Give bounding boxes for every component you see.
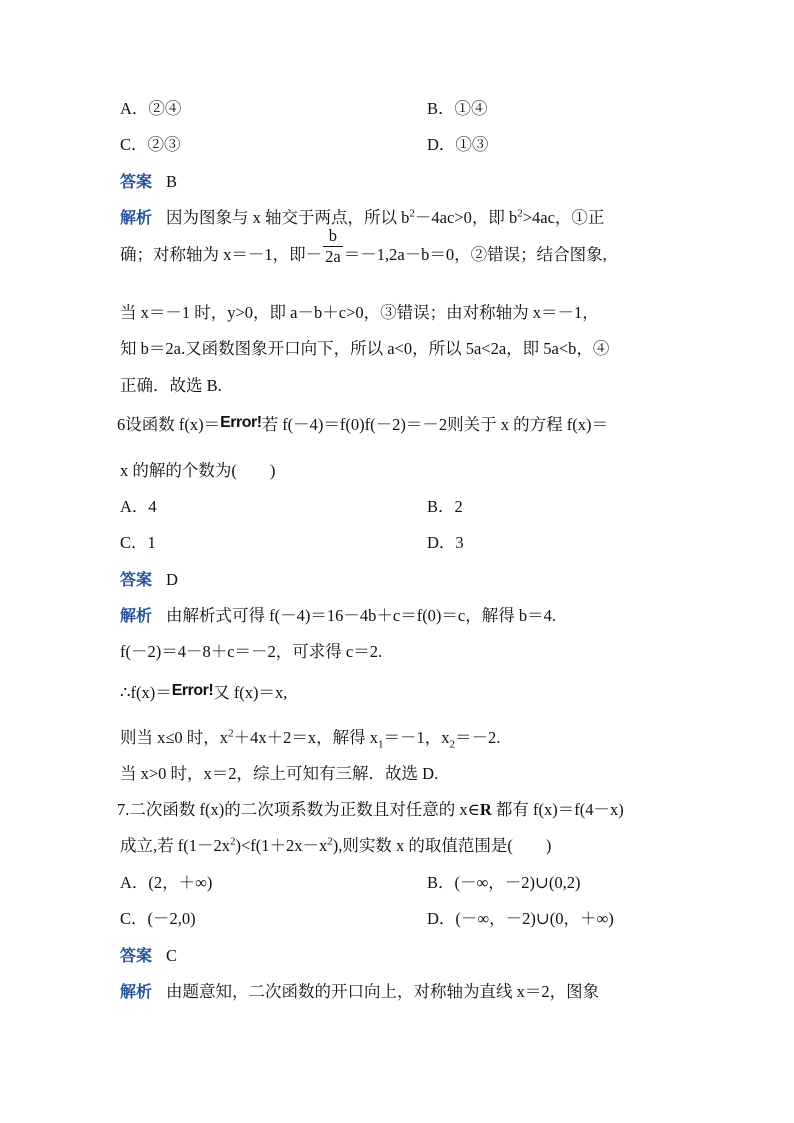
q7-stem-line-1 [117,799,624,821]
text: 由解析式可得 f(－4)＝16－4b＋c＝f(0)＝c，解得 b＝4. [166,606,557,625]
q5-analysis-line-5: 正确．故选 B. [120,376,222,395]
q5-analysis-line-2 [120,225,607,267]
q6-stem-line-2: x 的解的个数为( ) [120,461,276,480]
q7-analysis-line-1 [120,981,599,1003]
text: >4ac，①正 [522,208,605,227]
superscript: 2 [517,207,523,220]
q6-analysis-line-4 [120,727,500,749]
fraction-denominator: 2a [325,246,341,266]
answer-value: B [166,172,178,191]
analysis-label: 解析 [120,982,153,1001]
subscript: 2 [449,738,455,751]
text: 确；对称轴为 x＝－1，即－ [120,245,323,264]
text: ＝－2. [454,728,501,747]
q5-option-a: A．②④ [120,99,182,118]
q6-analysis-line-2: f(－2)＝4－8＋c＝－2，可求得 c＝2. [120,642,383,661]
answer-label: 答案 [120,946,153,965]
text: )<f(1＋2x－x [235,836,328,855]
analysis-label: 解析 [120,208,153,227]
text: ＋4x＋2＝x，解得 x [233,728,378,747]
text: 若 f(－4)＝f(0)f(－2)＝－2则关于 x 的方程 f(x)＝ [261,415,608,434]
q7-stem-line-2 [120,835,551,857]
q5-option-d: D．①③ [427,135,489,154]
q5-option-c: C．②③ [120,135,181,154]
superscript: 2 [409,207,415,220]
q7-answer [120,945,177,967]
text: －4ac>0，即 b [414,208,518,227]
q5-option-b: B．①④ [427,99,488,118]
superscript: 2 [230,835,236,848]
text: 6设函数 f(x)＝ [117,415,221,434]
q6-option-d: D．3 [427,533,464,552]
analysis-label: 解析 [120,606,153,625]
q5-analysis-line-4: 知 b＝2a.又函数图象开口向下，所以 a<0，所以 5a<2a，即 5a<b，④ [120,339,610,358]
q5-analysis-line-1 [120,207,604,229]
q6-option-c: C．1 [120,533,156,552]
q6-analysis-line-1 [120,605,556,627]
q6-option-a: A．4 [120,497,157,516]
q7-option-c: C．(－2,0) [120,909,196,928]
answer-label: 答案 [120,570,153,589]
answer-value: D [166,570,178,589]
q7-option-d: D．(－∞，－2)∪(0，＋∞) [427,909,614,928]
text: 由题意知，二次函数的开口向上，对称轴为直线 x＝2，图象 [166,982,600,1001]
superscript: 2 [228,727,234,740]
text: 则当 x≤0 时，x [120,728,229,747]
text: 因为图象与 x 轴交于两点，所以 b [166,208,410,227]
error-placeholder: Error! [171,682,214,699]
subscript: 1 [377,738,384,751]
fraction-numerator: b [323,226,343,247]
text: ＝－1,2a－b＝0，②错误；结合图象, [343,245,607,264]
fraction [323,226,343,267]
real-numbers-symbol: R [479,800,492,819]
answer-label: 答案 [120,172,153,191]
error-placeholder: Error! [220,414,262,431]
q7-option-a: A．(2，＋∞) [120,873,213,892]
text: 都有 f(x)＝f(4－x) [491,800,624,819]
text: ),则实数 x 的取值范围是( ) [332,836,552,855]
text: ＝－1，x [383,728,450,747]
q6-analysis-line-5: 当 x>0 时，x＝2，综上可知有三解．故选 D. [120,764,439,783]
q6-stem-line-1 [117,414,608,437]
q6-option-b: B．2 [427,497,463,516]
superscript: 2 [327,835,333,848]
text: 又 f(x)＝x, [213,683,288,702]
answer-value: C [166,946,178,965]
q7-option-b: B．(－∞，－2)∪(0,2) [427,873,581,892]
q6-analysis-line-3 [120,682,287,705]
q6-answer [120,569,178,591]
q5-answer [120,171,177,193]
q5-analysis-line-3: 当 x＝－1 时，y>0，即 a－b＋c>0，③错误；由对称轴为 x＝－1， [120,303,599,322]
text: 7.二次函数 f(x)的二次项系数为正数且对任意的 x∈ [117,800,480,819]
text: ∴f(x)＝ [120,683,172,702]
text: 成立,若 f(1－2x [120,836,230,855]
